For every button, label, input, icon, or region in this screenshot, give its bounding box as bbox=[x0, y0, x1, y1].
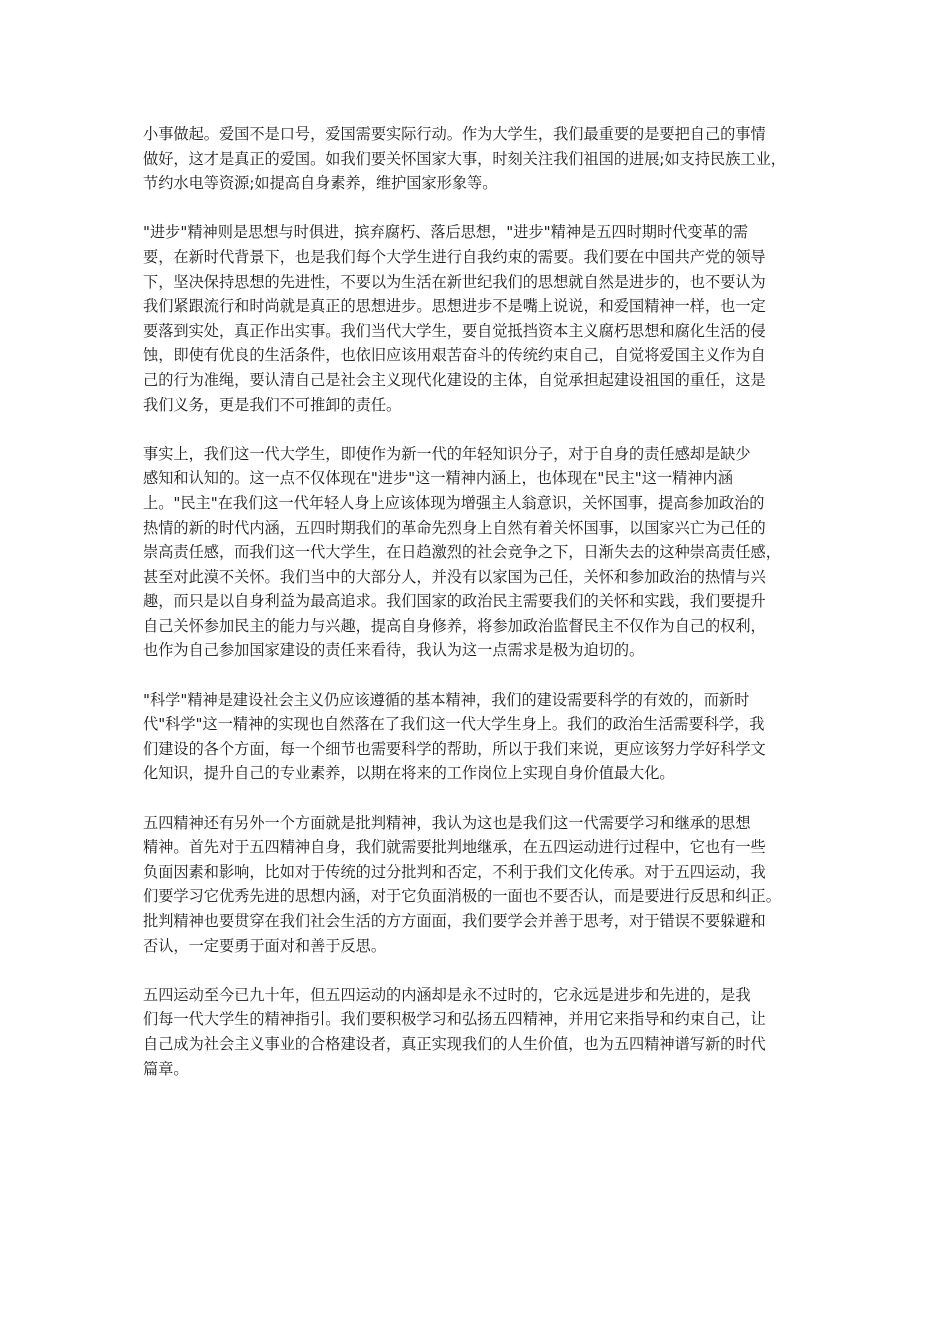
text-line: 自己关怀参加民主的能力与兴趣，提高自身修养，将参加政治监督民主不仅作为自己的权利， bbox=[143, 616, 766, 635]
text-line: 我们义务，更是我们不可推卸的责任。 bbox=[143, 395, 402, 414]
text-line: 五四精神还有另外一个方面就是批判精神，我认为这也是我们这一代需要学习和继承的思想 bbox=[143, 813, 751, 832]
text-line: 们每一代大学生的精神指引。我们要积极学习和弘扬五四精神，并用它来指导和约束自己，让 bbox=[143, 1010, 766, 1029]
document-body bbox=[143, 122, 810, 1081]
text-line: 代"科学"这一精神的实现也自然落在了我们这一代大学生身上。我们的政治生活需要科学，我 bbox=[143, 715, 765, 734]
text-line: 上。"民主"在我们这一代年轻人身上应该体现为增强主人翁意识，关怀国事，提高参加政治的 bbox=[143, 493, 765, 512]
text-line: 甚至对此漠不关怀。我们当中的大部分人，并没有以家国为己任，关怀和参加政治的热情与兴 bbox=[143, 567, 766, 586]
paragraph-critical-spirit bbox=[143, 811, 810, 959]
text-line: 批判精神也要贯穿在我们社会生活的方方面面，我们要学会并善于思考，对于错误不要躲避和 bbox=[143, 912, 766, 930]
text-line: 下，坚决保持思想的先进性，不要以为生活在新世纪我们的思想就自然是进步的，也不要认为 bbox=[143, 272, 766, 291]
paragraph-science bbox=[143, 688, 810, 786]
paragraph-conclusion bbox=[143, 983, 810, 1081]
text-line: 精神。首先对于五四精神自身，我们就需要批判地继承，在五四运动进行过程中，它也有一些 bbox=[143, 838, 766, 857]
text-line: 否认，一定要勇于面对和善于反思。 bbox=[143, 936, 386, 955]
text-line: 五四运动至今已九十年，但五四运动的内涵却是永不过时的，它永远是进步和先进的，是我 bbox=[143, 985, 751, 1004]
text-line: 蚀，即使有优良的生活条件，也依旧应该用艰苦奋斗的传统约束自己，自觉将爱国主义作为自 bbox=[143, 346, 766, 365]
text-line: 负面因素和影响，比如对于传统的过分批判和否定，不利于我们文化传承。对于五四运动，我 bbox=[143, 862, 766, 881]
paragraph-patriotism bbox=[143, 122, 810, 196]
paragraph-spacer bbox=[143, 958, 810, 983]
text-line: 趣，而只是以自身利益为最高追求。我们国家的政治民主需要我们的关怀和实践，我们要提升 bbox=[143, 592, 766, 611]
text-line: 自己成为社会主义事业的合格建设者，真正实现我们的人生价值，也为五四精神谱写新的时代 bbox=[143, 1034, 766, 1053]
text-line: 篇章。 bbox=[143, 1059, 189, 1078]
text-line: 我们紧跟流行和时尚就是真正的思想进步。思想进步不是嘴上说说，和爱国精神一样，也一定 bbox=[143, 297, 766, 316]
text-line: 要落到实处，真正作出实事。我们当代大学生，要自觉抵挡资本主义腐朽思想和腐化生活的侵 bbox=[143, 321, 766, 340]
paragraph-spacer bbox=[143, 196, 810, 221]
paragraph-spacer bbox=[143, 663, 810, 688]
text-line: 崇高责任感，而我们这一代大学生，在日趋激烈的社会竞争之下，日渐失去的这种崇高责任感， bbox=[143, 543, 781, 562]
text-line: 热情的新的时代内涵，五四时期我们的革命先烈身上自然有着关怀国事，以国家兴亡为己任的 bbox=[143, 518, 766, 537]
text-line: 们建设的各个方面，每一个细节也需要科学的帮助，所以于我们来说，更应该努力学好科学文 bbox=[143, 739, 766, 758]
paragraph-democracy bbox=[143, 442, 810, 663]
paragraph-spacer bbox=[143, 786, 810, 811]
text-line: 事实上，我们这一代大学生，即使作为新一代的年轻知识分子，对于自身的责任感却是缺少 bbox=[143, 444, 751, 463]
paragraph-spacer bbox=[143, 417, 810, 442]
text-line: 节约水电等资源;如提高自身素养，维护国家形象等。 bbox=[143, 174, 498, 193]
text-line: 小事做起。爱国不是口号，爱国需要实际行动。作为大学生，我们最重要的是要把自己的事情 bbox=[143, 125, 766, 143]
text-line: 化知识，提升自己的专业素养，以期在将来的工作岗位上实现自身价值最大化。 bbox=[143, 764, 675, 783]
text-line: 也作为自己参加国家建设的责任来看待，我认为这一点需求是极为迫切的。 bbox=[143, 641, 645, 660]
text-line: 己的行为准绳，要认清自己是社会主义现代化建设的主体，自觉承担起建设祖国的重任，这是 bbox=[143, 370, 766, 389]
text-line: 要，在新时代背景下，也是我们每个大学生进行自我约束的需要。我们要在中国共产党的领导 bbox=[143, 247, 766, 266]
text-line: "进步"精神则是思想与时俱进，摈弃腐朽、落后思想，"进步"精神是五四时期时代变革的需 bbox=[143, 223, 749, 242]
text-line: 感知和认知的。这一点不仅体现在"进步"这一精神内涵上，也体现在"民主"这一精神内涵 bbox=[143, 469, 733, 488]
text-line: 做好，这才是真正的爱国。如我们要关怀国家大事，时刻关注我们祖国的进展;如支持民族工业， bbox=[143, 149, 786, 168]
text-line: "科学"精神是建设社会主义仍应该遵循的基本精神，我们的建设需要科学的有效的，而新时 bbox=[143, 690, 750, 709]
text-line: 们要学习它优秀先进的思想内涵，对于它负面消极的一面也不要否认，而是要进行反思和纠正。 bbox=[143, 887, 781, 906]
paragraph-progress bbox=[143, 220, 810, 417]
